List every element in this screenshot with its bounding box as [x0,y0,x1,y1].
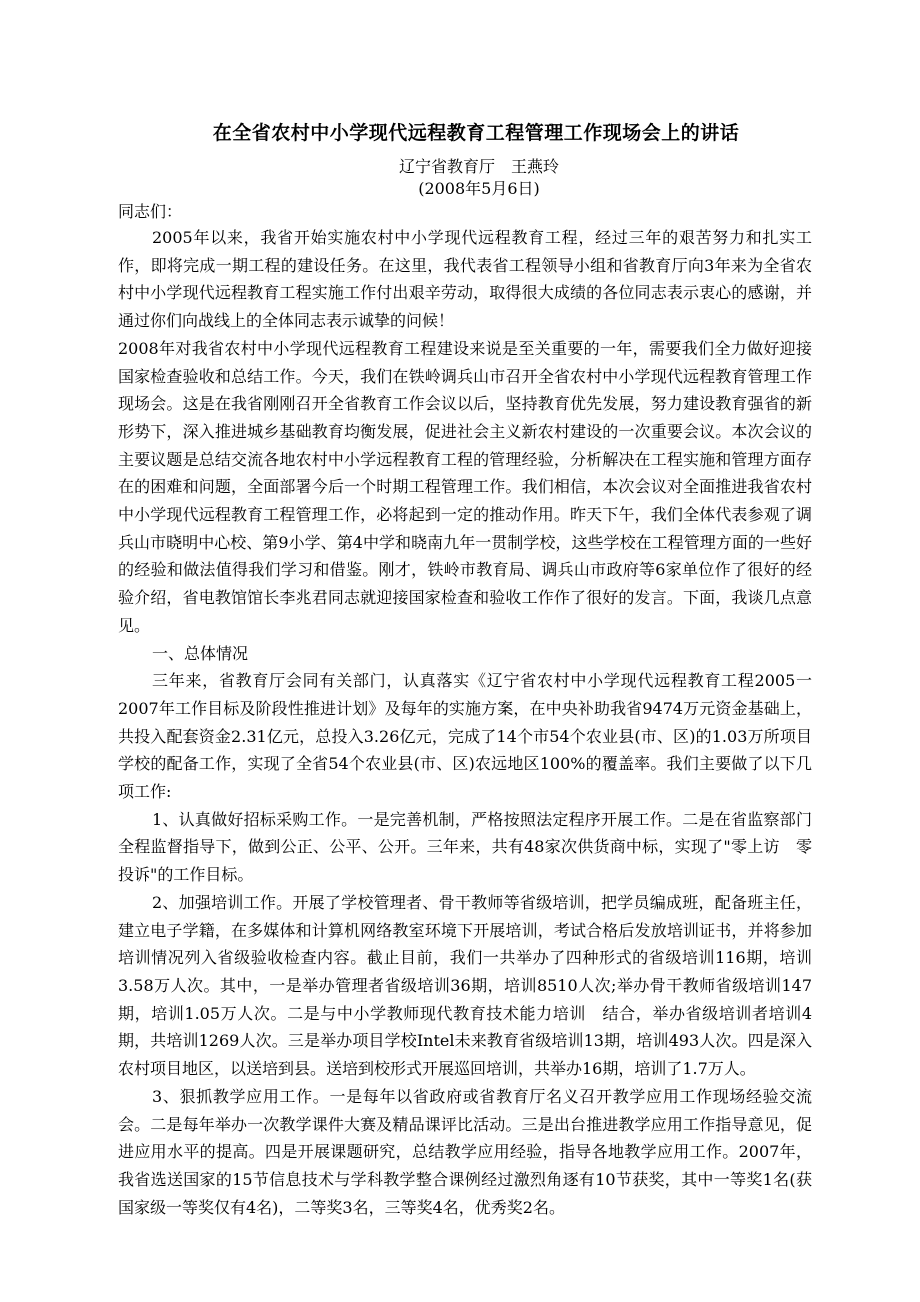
paragraph-overview: 三年来，省教育厅会同有关部门，认真落实《辽宁省农村中小学现代远程教育工程2005一2007年工作目标及阶段性推进计划》及每年的实施方案，在中央补助我省9474万元资金基础上，共投入配套资金2.31亿元，总投入3.26亿元，完成了14个市54个农业县(市、区)的1.03万所项目学校的配备工作，实现了全省54个农业县(市、区)农远地区100%的覆盖率。我们主要做了以下几项工作: [118,671,812,802]
salutation: 同志们： [118,202,183,221]
paragraph-teaching: 3、狠抓教学应用工作。一是每年以省政府或省教育厅名义召开教学应用工作现场经验交流会。二是每年举办一次教学课件大赛及精品课评比活动。三是出台推进教学应用工作指导意见，促进应用水平的提高。四是开展课题研究，总结教学应用经验，指导各地教学应用工作。2007年，我省选送国家的15节信息技术与学科教学整合课例经过激烈角逐有10节获奖，其中一等奖1名(获国家级一等奖仅有4名)，二等奖3名，三等奖4名，优秀奖2名。 [118,1086,812,1217]
paragraph-meeting: 2008年对我省农村中小学现代远程教育工程建设来说是至关重要的一年，需要我们全力做好迎接国家检查验收和总结工作。今天，我们在铁岭调兵山市召开全省农村中小学现代远程教育管理工作现场会。这是在我省刚刚召开全省教育工作会议以后，坚持教育优先发展，努力建设教育强省的新形势下，深入推进城乡基础教育均衡发展，促进社会主义新农村建设的一次重要会议。本次会议的主要议题是总结交流各地农村中小学远程教育工程的管理经验，分析解决在工程实施和管理方面存在的困难和问题，全面部署今后一个时期工程管理工作。我们相信，本次会议对全面推进我省农村中小学现代远程教育工程管理工作，必将起到一定的推动作用。昨天下午，我们全体代表参观了调兵山市晓明中心校、第9小学、第4中学和晓南九年一贯制学校，这些学校在工程管理方面的一些好的经验和做法值得我们学习和借鉴。刚才，铁岭市教育局、调兵山市政府等6家单位作了很好的经验介绍，省电教馆馆长李兆君同志就迎接国家检查和验收工作作了很好的发言。下面，我谈几点意见。 [118,338,812,635]
date-line: (2008年5月6日) [418,179,540,198]
paragraph-intro: 2005年以来，我省开始实施农村中小学现代远程教育工程，经过三年的艰苦努力和扎实工作，即将完成一期工程的建设任务。在这里，我代表省工程领导小组和省教育厅向3年来为全省农村中小学现代远程教育工程实施工作付出艰辛劳动，取得很大成绩的各位同志表示衷心的感谢，并通过你们向战线上的全体同志表示诚挚的问候！ [118,228,812,331]
section-heading-overview: 一、总体情况 [152,643,249,663]
document-title: 在全省农村中小学现代远程教育工程管理工作现场会上的讲话 [212,122,740,144]
document-page [118,120,812,1221]
author-line: 辽宁省教育厅 王燕玲 [398,157,559,176]
paragraph-procurement: 1、认真做好招标采购工作。一是完善机制，严格按照法定程序开展工作。二是在省监察部门全程监督指导下，做到公正、公平、公开。三年来，共有48家次供货商中标，实现了"零上访 零投诉"的工作目标。 [118,809,812,885]
paragraph-training: 2、加强培训工作。开展了学校管理者、骨干教师等省级培训，把学员编成班，配备班主任，建立电子学籍，在多媒体和计算机网络教室环境下开展培训，考试合格后发放培训证书，并将参加培训情况列入省级验收检查内容。截止目前，我们一共举办了四种形式的省级培训116期，培训3.58万人次。其中，一是举办管理者省级培训36期，培训8510人次;举办骨干教师省级培训147期，培训1.05万人次。二是与中小学教师现代教育技术能力培训 结合，举办省级培训者培训4期，共培训1269人次。三是举办项目学校Intel未来教育省级培训13期，培训493人次。四是深入农村项目地区，以送培到县。送培到校形式开展巡回培训，共举办16期，培训了1.7万人。 [118,892,812,1079]
